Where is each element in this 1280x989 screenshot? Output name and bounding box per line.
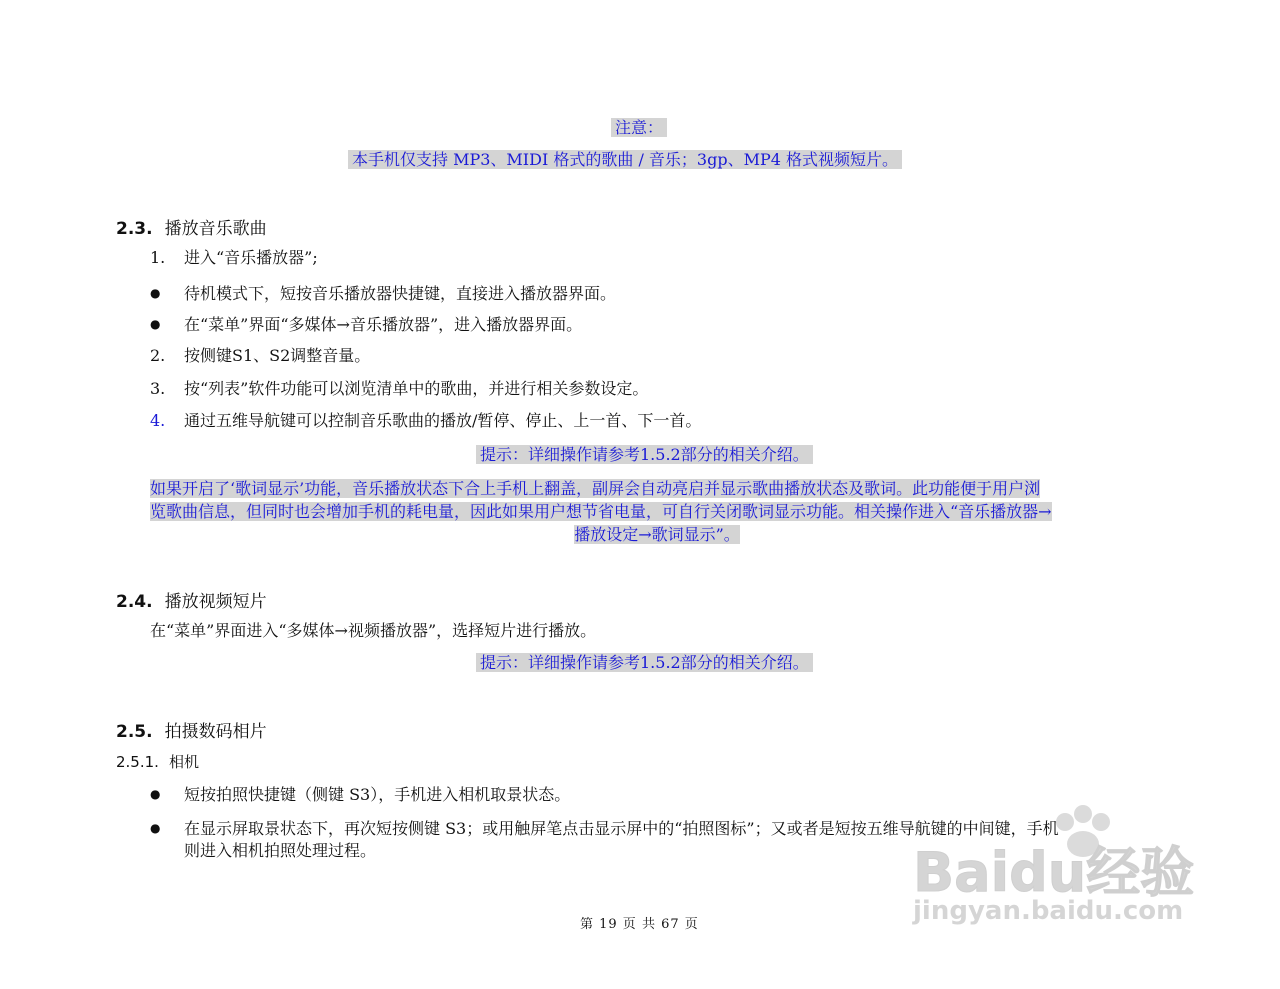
item-text: 通过五维导航键可以控制音乐歌曲的播放/暂停、停止、上一首、下一首。 [184, 411, 702, 430]
paragraph-line: 如果开启了‘歌词显示’功能，音乐播放状态下合上手机上翻盖，副屏会自动亮启并显示歌曲播放状态及歌词。此功能便于用户浏 [150, 479, 1041, 498]
section-number: 2.5. [116, 722, 153, 742]
hint-text: 提示：详细操作请参考1.5.2部分的相关介绍。 [476, 445, 813, 464]
list-item [150, 247, 318, 269]
page-footer: 第 19 页 共 67 页 [580, 917, 699, 932]
subsection-heading-2-5-1 [116, 751, 199, 773]
section-number: 2.4. [116, 592, 153, 612]
bullet-icon: ● [150, 821, 161, 835]
bullet-icon: ● [150, 787, 161, 801]
hint-box [476, 444, 813, 466]
list-item [150, 313, 582, 336]
item-marker: 1. [150, 248, 166, 267]
section-title: 播放视频短片 [164, 592, 267, 612]
list-item [150, 783, 570, 806]
bullet-icon: ● [150, 286, 161, 300]
paragraph-line: 播放设定→歌词显示”。 [574, 525, 740, 544]
list-item [150, 410, 701, 432]
item-marker: 2. [150, 346, 166, 365]
lyrics-paragraph [150, 477, 1164, 546]
item-text-line2: 则进入相机拍照处理过程。 [184, 841, 377, 860]
section-title: 拍摄数码相片 [164, 722, 267, 742]
item-text: 按“列表”软件功能可以浏览清单中的歌曲，并进行相关参数设定。 [184, 379, 649, 398]
item-text-line1: 在显示屏取景状态下，再次短按侧键 S3；或用触屏笔点击显示屏中的“拍照图标”；又或者是短按五维导航键的中间键，手机 [184, 819, 1059, 838]
item-marker: 3. [150, 379, 166, 398]
watermark-logo: Baidu经验 [913, 841, 1195, 904]
item-text: 待机模式下，短按音乐播放器快捷键，直接进入播放器界面。 [184, 284, 617, 303]
paragraph-line: 览歌曲信息，但同时也会增加手机的耗电量，因此如果用户想节省电量，可自行关闭歌词显示功能。相关操作进入“音乐播放器→ [150, 502, 1052, 521]
item-marker: 4. [150, 411, 166, 430]
subsection-title: 相机 [168, 753, 199, 771]
section-number: 2.3. [116, 219, 153, 239]
item-text: 按侧键S1、S2调整音量。 [184, 346, 371, 365]
section-text: 在“菜单”界面进入“多媒体→视频播放器”，选择短片进行播放。 [150, 621, 597, 640]
hint-text: 提示：详细操作请参考1.5.2部分的相关介绍。 [476, 653, 813, 672]
section-heading-2-4 [116, 587, 267, 612]
baidu-watermark [905, 800, 1205, 930]
item-text: 短按拍照快捷键（侧键 S3），手机进入相机取景状态。 [184, 785, 571, 804]
list-item [150, 282, 616, 305]
note-title [611, 117, 667, 139]
hint-box [476, 652, 813, 674]
section-heading-2-3 [116, 214, 267, 239]
note-text-content: 本手机仅支持 MP3、MIDI 格式的歌曲 / 音乐；3gp、MP4 格式视频短片。 [348, 150, 902, 169]
list-item-continuation [184, 840, 376, 862]
list-item [150, 345, 370, 367]
item-text: 在“菜单”界面“多媒体→音乐播放器”，进入播放器界面。 [184, 315, 583, 334]
bullet-icon: ● [150, 317, 161, 331]
section-heading-2-5 [116, 717, 267, 742]
list-item [150, 378, 648, 400]
item-text: 进入“音乐播放器”; [184, 248, 318, 267]
subsection-number: 2.5.1. [116, 753, 159, 771]
section-title: 播放音乐歌曲 [164, 219, 267, 239]
watermark-url: jingyan.baidu.com [913, 896, 1184, 926]
note-title-text: 注意： [611, 118, 667, 137]
note-text [348, 149, 902, 171]
